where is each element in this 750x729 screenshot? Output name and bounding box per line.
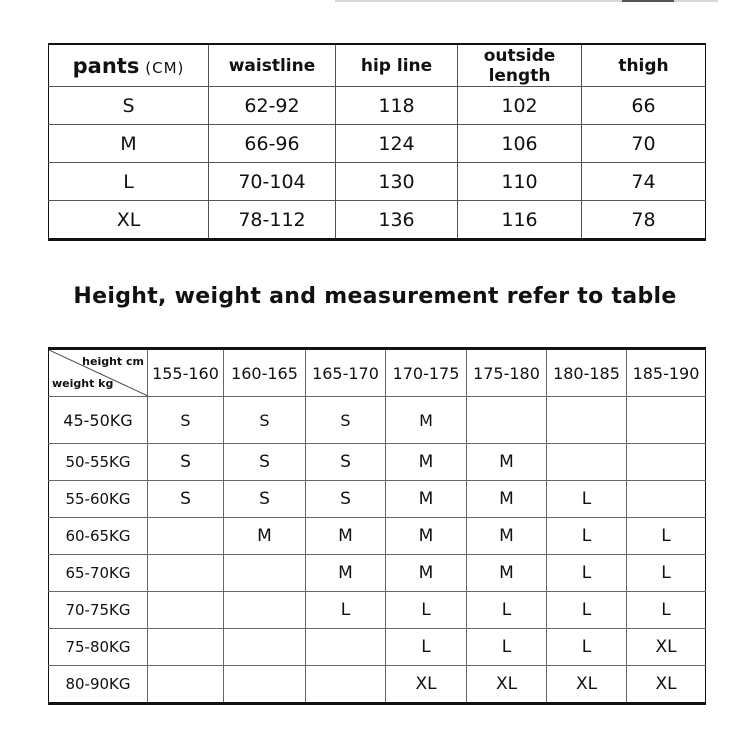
height-header: 160-165 — [224, 349, 306, 397]
size-cell: M — [467, 555, 547, 592]
size-cell: L — [627, 518, 706, 555]
weight-label: 80-90KG — [49, 666, 148, 704]
height-weight-table — [48, 347, 706, 705]
corner-weight-label: weight kg — [52, 377, 114, 390]
weight-label: 60-65KG — [49, 518, 148, 555]
size-cell: S — [148, 444, 224, 481]
size-cell: M — [386, 397, 467, 444]
size-cell — [148, 629, 224, 666]
hip-line-value: 136 — [336, 201, 458, 240]
size-cell — [627, 444, 706, 481]
table-row — [49, 125, 706, 163]
height-header: 180-185 — [547, 349, 627, 397]
corner-cell — [49, 349, 148, 397]
table-row — [49, 201, 706, 240]
size-cell — [467, 397, 547, 444]
height-header: 165-170 — [306, 349, 386, 397]
size-cell: M — [386, 518, 467, 555]
size-cell: M — [467, 518, 547, 555]
pants-unit: (CM) — [145, 58, 185, 77]
size-cell: S — [148, 481, 224, 518]
waistline-value: 70-104 — [209, 163, 336, 201]
hip-line-value: 124 — [336, 125, 458, 163]
size-cell: M — [386, 444, 467, 481]
size-cell: S — [306, 444, 386, 481]
size-label: XL — [49, 201, 209, 240]
size-cell: M — [224, 518, 306, 555]
col-header-waistline: waistline — [209, 44, 336, 87]
waistline-value: 62-92 — [209, 87, 336, 125]
size-cell: L — [386, 592, 467, 629]
table-row — [49, 481, 706, 518]
size-cell: L — [306, 592, 386, 629]
size-cell: M — [306, 555, 386, 592]
thigh-value: 78 — [582, 201, 706, 240]
height-header: 155-160 — [148, 349, 224, 397]
size-cell: S — [306, 481, 386, 518]
table-row — [49, 163, 706, 201]
thigh-value: 66 — [582, 87, 706, 125]
size-cell: S — [148, 397, 224, 444]
weight-label: 65-70KG — [49, 555, 148, 592]
size-cell: L — [467, 592, 547, 629]
table-row — [49, 666, 706, 704]
size-cell: XL — [627, 629, 706, 666]
table-row — [49, 397, 706, 444]
size-cell: S — [224, 481, 306, 518]
size-cell: L — [627, 555, 706, 592]
weight-label: 75-80KG — [49, 629, 148, 666]
size-cell: S — [224, 444, 306, 481]
height-header: 175-180 — [467, 349, 547, 397]
thigh-value: 74 — [582, 163, 706, 201]
col-header-outside-length: outside length — [458, 44, 582, 87]
outside-length-value: 106 — [458, 125, 582, 163]
waistline-value: 66-96 — [209, 125, 336, 163]
size-cell — [224, 592, 306, 629]
pants-title-cell — [49, 44, 209, 87]
table-row — [49, 87, 706, 125]
outside-length-value: 110 — [458, 163, 582, 201]
size-cell: M — [386, 481, 467, 518]
pants-size-table — [48, 43, 706, 241]
corner-height-label: height cm — [82, 355, 144, 368]
hip-line-value: 130 — [336, 163, 458, 201]
size-label: L — [49, 163, 209, 201]
outside-length-value: 102 — [458, 87, 582, 125]
size-label: M — [49, 125, 209, 163]
size-cell — [547, 397, 627, 444]
size-cell: S — [306, 397, 386, 444]
size-cell — [627, 481, 706, 518]
pants-header-row — [49, 44, 706, 87]
size-cell — [224, 555, 306, 592]
table-row — [49, 555, 706, 592]
size-cell: L — [627, 592, 706, 629]
pants-title: pants — [72, 53, 140, 78]
col-header-hip-line: hip line — [336, 44, 458, 87]
height-header: 170-175 — [386, 349, 467, 397]
size-cell: L — [547, 592, 627, 629]
size-cell — [224, 629, 306, 666]
size-cell — [148, 666, 224, 704]
hip-line-value: 118 — [336, 87, 458, 125]
table-row — [49, 518, 706, 555]
size-cell: M — [306, 518, 386, 555]
size-cell: M — [467, 444, 547, 481]
table-row — [49, 444, 706, 481]
size-cell: S — [224, 397, 306, 444]
size-cell — [148, 518, 224, 555]
size-cell — [547, 444, 627, 481]
size-cell — [148, 592, 224, 629]
size-cell: L — [547, 481, 627, 518]
size-cell: L — [547, 518, 627, 555]
size-cell: XL — [467, 666, 547, 704]
size-cell — [306, 666, 386, 704]
size-cell — [224, 666, 306, 704]
weight-label: 55-60KG — [49, 481, 148, 518]
size-cell: M — [386, 555, 467, 592]
top-divider-accent — [622, 0, 674, 2]
outside-length-value: 116 — [458, 201, 582, 240]
table-row — [49, 629, 706, 666]
thigh-value: 70 — [582, 125, 706, 163]
size-cell — [148, 555, 224, 592]
hw-header-row — [49, 349, 706, 397]
size-cell: L — [386, 629, 467, 666]
size-cell: L — [467, 629, 547, 666]
size-cell: L — [547, 555, 627, 592]
size-cell — [306, 629, 386, 666]
weight-label: 70-75KG — [49, 592, 148, 629]
table-row — [49, 592, 706, 629]
weight-label: 50-55KG — [49, 444, 148, 481]
size-cell: M — [467, 481, 547, 518]
height-header: 185-190 — [627, 349, 706, 397]
section-title: Height, weight and measurement refer to table — [73, 284, 677, 309]
size-cell: XL — [547, 666, 627, 704]
size-cell: L — [547, 629, 627, 666]
waistline-value: 78-112 — [209, 201, 336, 240]
size-cell: XL — [627, 666, 706, 704]
col-header-thigh: thigh — [582, 44, 706, 87]
size-cell: XL — [386, 666, 467, 704]
size-label: S — [49, 87, 209, 125]
weight-label: 45-50KG — [49, 397, 148, 444]
size-cell — [627, 397, 706, 444]
